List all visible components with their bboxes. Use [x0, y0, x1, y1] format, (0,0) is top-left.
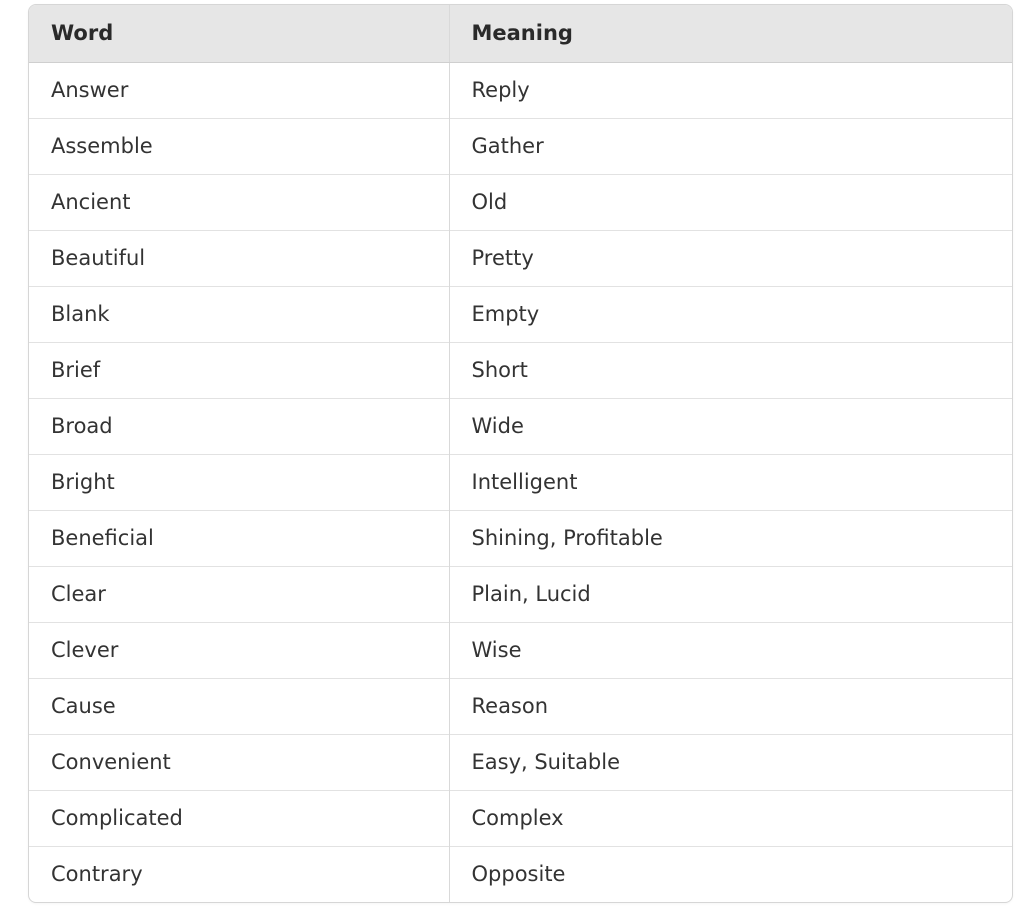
word-cell: Assemble: [29, 118, 449, 174]
table-row: [29, 510, 1012, 566]
column-header-meaning: Meaning: [449, 5, 1012, 62]
table-row: [29, 286, 1012, 342]
table-row: [29, 398, 1012, 454]
table-row: [29, 846, 1012, 902]
word-cell: Answer: [51, 78, 129, 102]
meaning-cell: Gather: [449, 118, 1012, 174]
word-cell: Blank: [29, 286, 449, 342]
word-cell: Beneficial: [29, 510, 449, 566]
meaning-cell: Pretty: [449, 230, 1012, 286]
meaning-cell: Reply: [449, 62, 1012, 118]
vocabulary-table-container: [28, 4, 1013, 903]
table-row: [29, 678, 1012, 734]
meaning-cell: Intelligent: [449, 454, 1012, 510]
word-cell: Clear: [29, 566, 449, 622]
table-header: [29, 5, 1012, 62]
word-cell: Convenient: [29, 734, 449, 790]
table-row: [29, 62, 1012, 118]
meaning-cell: Shining, Profitable: [449, 510, 1012, 566]
table-row: [29, 622, 1012, 678]
word-cell: Bright: [29, 454, 449, 510]
word-cell: Broad: [29, 398, 449, 454]
table-row: [29, 454, 1012, 510]
meaning-cell: Old: [449, 174, 1012, 230]
word-cell: Contrary: [29, 846, 449, 902]
word-cell: Clever: [29, 622, 449, 678]
meaning-cell: Wise: [449, 622, 1012, 678]
meaning-cell: Plain, Lucid: [449, 566, 1012, 622]
table-row: [29, 230, 1012, 286]
word-cell: Ancient: [29, 174, 449, 230]
table-row: [29, 734, 1012, 790]
meaning-cell: Reason: [449, 678, 1012, 734]
table-row: [29, 566, 1012, 622]
table-row: [29, 790, 1012, 846]
vocabulary-table: [29, 5, 1012, 902]
word-cell: Complicated: [29, 790, 449, 846]
table-row: [29, 174, 1012, 230]
header-row: [29, 5, 1012, 62]
meaning-cell: Short: [449, 342, 1012, 398]
column-header-word: Word: [29, 5, 449, 62]
meaning-cell: Complex: [449, 790, 1012, 846]
meaning-cell: Wide: [449, 398, 1012, 454]
table-row: [29, 118, 1012, 174]
word-cell: Brief: [29, 342, 449, 398]
meaning-cell: Opposite: [449, 846, 1012, 902]
meaning-cell: Easy, Suitable: [449, 734, 1012, 790]
table-body: [29, 62, 1012, 902]
word-cell: Beautiful: [29, 230, 449, 286]
table-row: [29, 342, 1012, 398]
word-cell: Cause: [29, 678, 449, 734]
meaning-cell: Empty: [449, 286, 1012, 342]
